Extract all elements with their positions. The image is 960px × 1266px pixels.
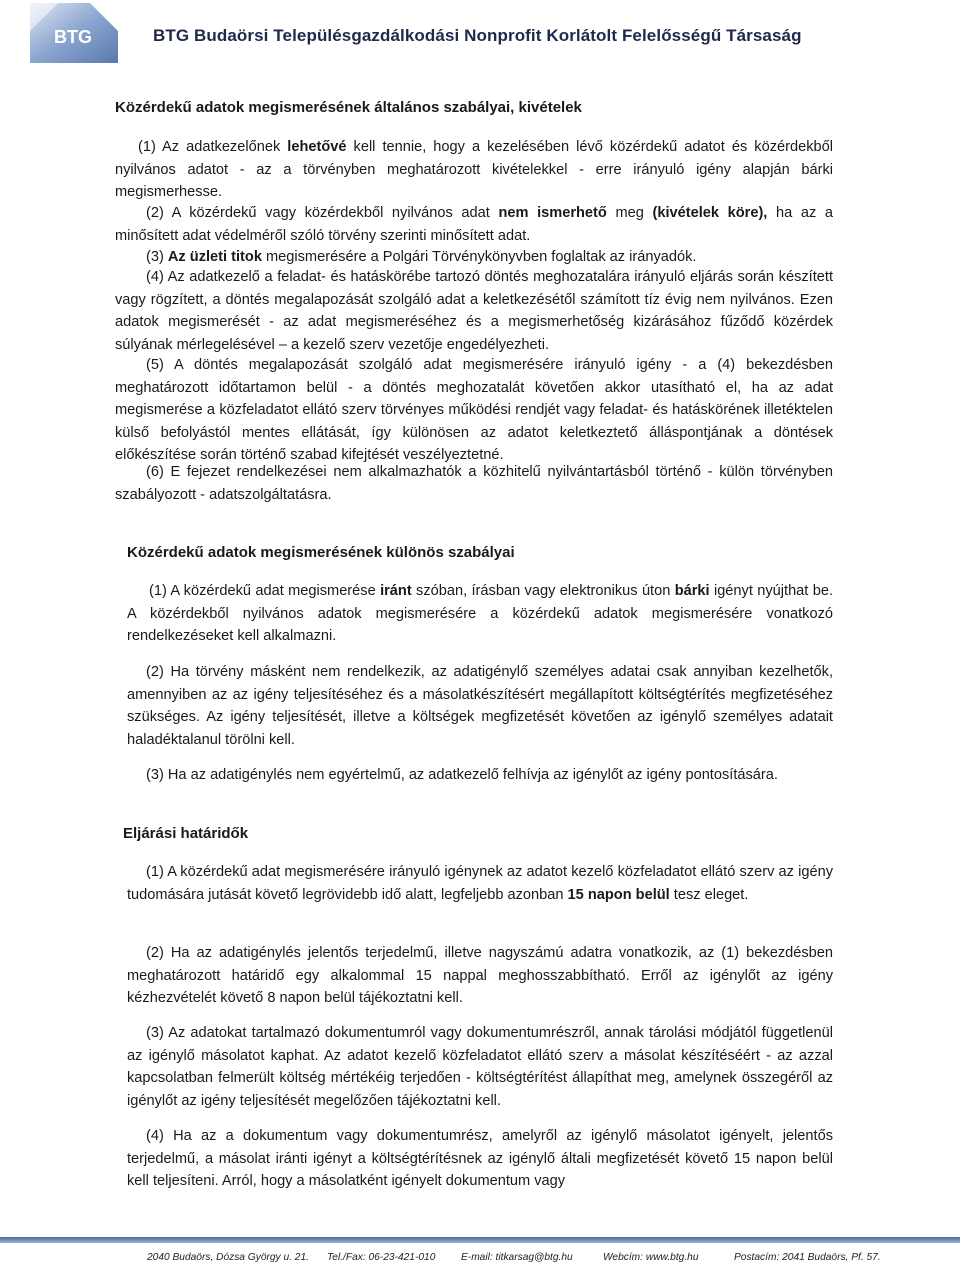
paragraph-2-2: (2) Ha törvény másként nem rendelkezik, az adatigénylő személyes adatai csak annyiban kezelhetők, amennyiben az az igény teljesítéséhez és a másolatkészítésért megállapított költségtérítés megfizetéséhez szükséges. Az igény teljesítését, illetve a költségek megfizetését követően az igénylő személyes adatait haladéktalanul törölni kell. [127, 664, 833, 748]
footer-web[interactable]: Webcím: www.btg.hu [603, 1252, 699, 1263]
paragraph-1-5: (5) A döntés megalapozását szolgáló adat megismerésére irányuló igény - a (4) bekezdésben meghatározott időtartamon belül - a döntés meghozatalát követően akkor utasítható el, ha az adat megismerése a közfeladatot ellátó szerv törvényes működési rendjét vagy feladat- és hatáskörének illetéktelen külső befolyástól mentes ellátását, így különösen az adatot keletkeztető álláspontjának a döntések előkészítése során történő szabad kifejtését veszélyeztetné. [115, 357, 833, 463]
paragraph-3-2: (2) Ha az adatigénylés jelentős terjedelmű, illetve nagyszámú adatra vonatkozik, az (1) bekezdésben meghatározott határidő egy alkalommal 15 nappal meghosszabbítható. Erről az igénylőt az igény kézhezvételét követő 8 napon belül tájékoztatni kell. [127, 945, 833, 1006]
paragraph-1-3: (3) Az üzleti titok megismerésére a Polgári Törvénykönyvben foglaltak az irányadók. [146, 249, 697, 265]
footer-address: 2040 Budaörs, Dózsa György u. 21. [147, 1252, 309, 1263]
footer-phone: Tel./Fax: 06-23-421-010 [327, 1252, 436, 1263]
section-title-deadlines: Eljárási határidők [123, 825, 249, 842]
paragraph-1-2: (2) A közérdekű vagy közérdekből nyilvános adat nem ismerhető meg (kivételek köre), ha az a minősített adat védelméről szóló törvény szerinti minősített adat. [115, 205, 834, 244]
paragraph-3-4: (4) Ha az a dokumentum vagy dokumentumrész, amelyről az igénylő másolatot igényelt, jelentős terjedelmű, a másolat iránti igényt a költségtérítésnek az igénylő általi megfizetését követő 15 napon belül kell teljesíteni. Arról, hogy a másolatként igényelt dokumentum vagy [127, 1128, 833, 1189]
page-header [0, 0, 960, 72]
company-name: BTG Budaörsi Településgazdálkodási Nonprofit Korlátolt Felelősségű Társaság [153, 26, 802, 45]
paragraph-1-1: (1) Az adatkezelőnek lehetővé kell tennie, hogy a kezelésében lévő közérdekű adatot és közérdekből nyilvános adatot - az a törvényben meghatározott kivételekkel - erre irányuló igény alapján bárki megismerhesse. [115, 139, 834, 200]
footer-postal: Postacím: 2041 Budaörs, Pf. 57. [734, 1252, 881, 1263]
paragraph-1-4: (4) Az adatkezelő a feladat- és hatáskörébe tartozó döntés meghozatalára irányuló eljárás során készített vagy rögzített, a döntés megalapozását szolgáló adat a keletkezésétől számított tíz évig nem nyilvános. Ezen adatok megismerését - az adat megismeréséhez és a megismerhetőség kizárásához fűződő közérdek súlyának mérlegelésével – a kezelő szerv vezetője engedélyezheti. [115, 269, 833, 353]
paragraph-3-3: (3) Az adatokat tartalmazó dokumentumról vagy dokumentumrészről, annak tárolási módjától függetlenül az igénylő másolatot kaphat. Az adatot kezelő közfeladatot ellátó szerv a másolat készítéséért - az azzal kapcsolatban felmerült költség mértékéig terjedően - költségtérítést állapíthat meg, amelynek összegéről az igénylőt az igény teljesítését megelőzően tájékoztatni kell. [127, 1025, 833, 1109]
section-title-general: Közérdekű adatok megismerésének általános szabályai, kivételek [115, 99, 582, 116]
paragraph-2-1: (1) A közérdekű adat megismerése iránt szóban, írásban vagy elektronikus úton bárki igényt nyújthat be. A közérdekből nyilvános adatok megismerésére a közérdekű adatok megismerésére vonatkozó rendelkezéseket kell alkalmazni. [127, 583, 833, 644]
paragraph-3-1: (1) A közérdekű adat megismerésére irányuló igénynek az adatot kezelő közfeladatot ellátó szerv az igény tudomására jutását követő legrövidebb idő alatt, legfeljebb azonban 15 napon belül tesz eleget. [127, 864, 833, 903]
paragraph-2-3: (3) Ha az adatigénylés nem egyértelmű, az adatkezelő felhívja az igénylőt az igény pontosítására. [146, 767, 778, 783]
footer-divider [0, 1237, 960, 1243]
logo-text: BTG [54, 27, 92, 47]
section-title-specific: Közérdekű adatok megismerésének különös szabályai [127, 544, 515, 561]
footer-email[interactable]: E-mail: titkarsag@btg.hu [461, 1252, 573, 1263]
paragraph-1-6: (6) E fejezet rendelkezései nem alkalmazhatók a közhitelű nyilvántartásból történő - külön törvényben szabályozott - adatszolgáltatásra. [115, 464, 833, 503]
btg-logo-icon [30, 3, 118, 63]
